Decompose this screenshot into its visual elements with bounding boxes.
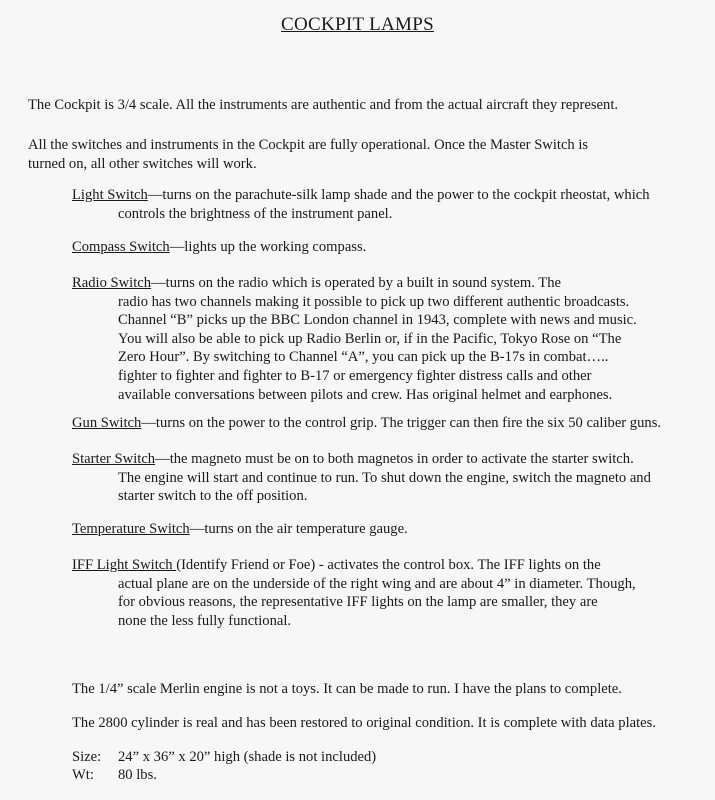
spec-weight [72, 766, 157, 785]
spec-weight-label: Wt: [72, 767, 94, 783]
switch-line: controls the brightness of the instrument panel. [118, 205, 393, 222]
page-title: COCKPIT LAMPS [281, 14, 434, 35]
switch-line [72, 186, 712, 205]
switch-name: IFF Light Switch [72, 557, 177, 573]
switch-radio [72, 274, 712, 404]
switch-name: Gun Switch [72, 415, 142, 431]
switch-line [72, 556, 712, 575]
switch-line: for obvious reasons, the representative IFF lights on the lamp are smaller, they are [118, 594, 598, 611]
switch-line [72, 414, 712, 433]
switch-line: You will also be able to pick up Radio Berlin or, if in the Pacific, Tokyo Rose on “The [118, 330, 622, 347]
switch-name: Compass Switch [72, 239, 170, 255]
intro-paragraph-2-line-1: All the switches and instruments in the Cockpit are fully operational. Once the Master Switch is [28, 137, 589, 153]
intro-paragraph-1: The Cockpit is 3/4 scale. All the instruments are authentic and from the actual aircraft they represent. [28, 97, 619, 113]
switch-name: Starter Switch [72, 451, 156, 467]
spec-size-value: 24” x 36” x 20” high (shade is not included) [118, 749, 377, 765]
switch-line: Channel “B” picks up the BBC London channel in 1943, complete with news and music. [118, 312, 637, 329]
switch-line: actual plane are on the underside of the right wing and are about 4” in diameter. Though, [118, 575, 636, 592]
switch-text: —turns on the air temperature gauge. [189, 521, 408, 537]
switch-line: fighter to fighter and fighter to B-17 or emergency fighter distress calls and other [118, 367, 592, 384]
switch-line: Zero Hour”. By switching to Channel “A”, you can pick up the B-17s in combat….. [118, 349, 609, 366]
switch-line [72, 238, 712, 257]
switch-name: Light Switch [72, 187, 148, 203]
switch-text: —turns on the power to the control grip. The trigger can then fire the six 50 caliber guns. [141, 415, 662, 431]
switch-line [72, 520, 712, 539]
switch-name: Temperature Switch [72, 521, 190, 537]
switch-text: —turns on the parachute-silk lamp shade and the power to the cockpit rheostat, which [147, 187, 650, 203]
switch-iff-light [72, 556, 712, 630]
switch-starter [72, 450, 712, 506]
switch-temperature [72, 520, 712, 539]
switch-compass [72, 238, 712, 257]
switch-line: radio has two channels making it possible to pick up two different authentic broadcasts. [118, 293, 630, 310]
spec-size [72, 748, 376, 767]
switch-line: starter switch to the off position. [118, 488, 308, 505]
engine-note: The 1/4” scale Merlin engine is not a toys. It can be made to run. I have the plans to complete. [72, 681, 622, 697]
switch-line: none the less fully functional. [118, 612, 292, 629]
switch-name: Radio Switch [72, 275, 152, 291]
intro-paragraph-2 [28, 136, 708, 173]
switch-line: available conversations between pilots and crew. Has original helmet and earphones. [118, 386, 613, 403]
intro-paragraph-2-line-2: turned on, all other switches will work. [28, 155, 257, 172]
switch-text: (Identify Friend or Foe) - activates the control box. The IFF lights on the [176, 557, 601, 573]
spec-size-label: Size: [72, 749, 102, 765]
switch-line [72, 450, 712, 469]
cylinder-note: The 2800 cylinder is real and has been restored to original condition. It is complete with data plates. [72, 715, 656, 731]
switch-line [72, 274, 712, 293]
switch-text: —turns on the radio which is operated by a built in sound system. The [151, 275, 561, 291]
switch-line: The engine will start and continue to run. To shut down the engine, switch the magneto and [118, 469, 651, 486]
switch-light [72, 186, 712, 223]
switch-gun [72, 414, 712, 433]
spec-weight-value: 80 lbs. [118, 767, 157, 783]
switch-text: —the magneto must be on to both magnetos in order to activate the starter switch. [155, 451, 634, 467]
switch-text: —lights up the working compass. [169, 239, 367, 255]
